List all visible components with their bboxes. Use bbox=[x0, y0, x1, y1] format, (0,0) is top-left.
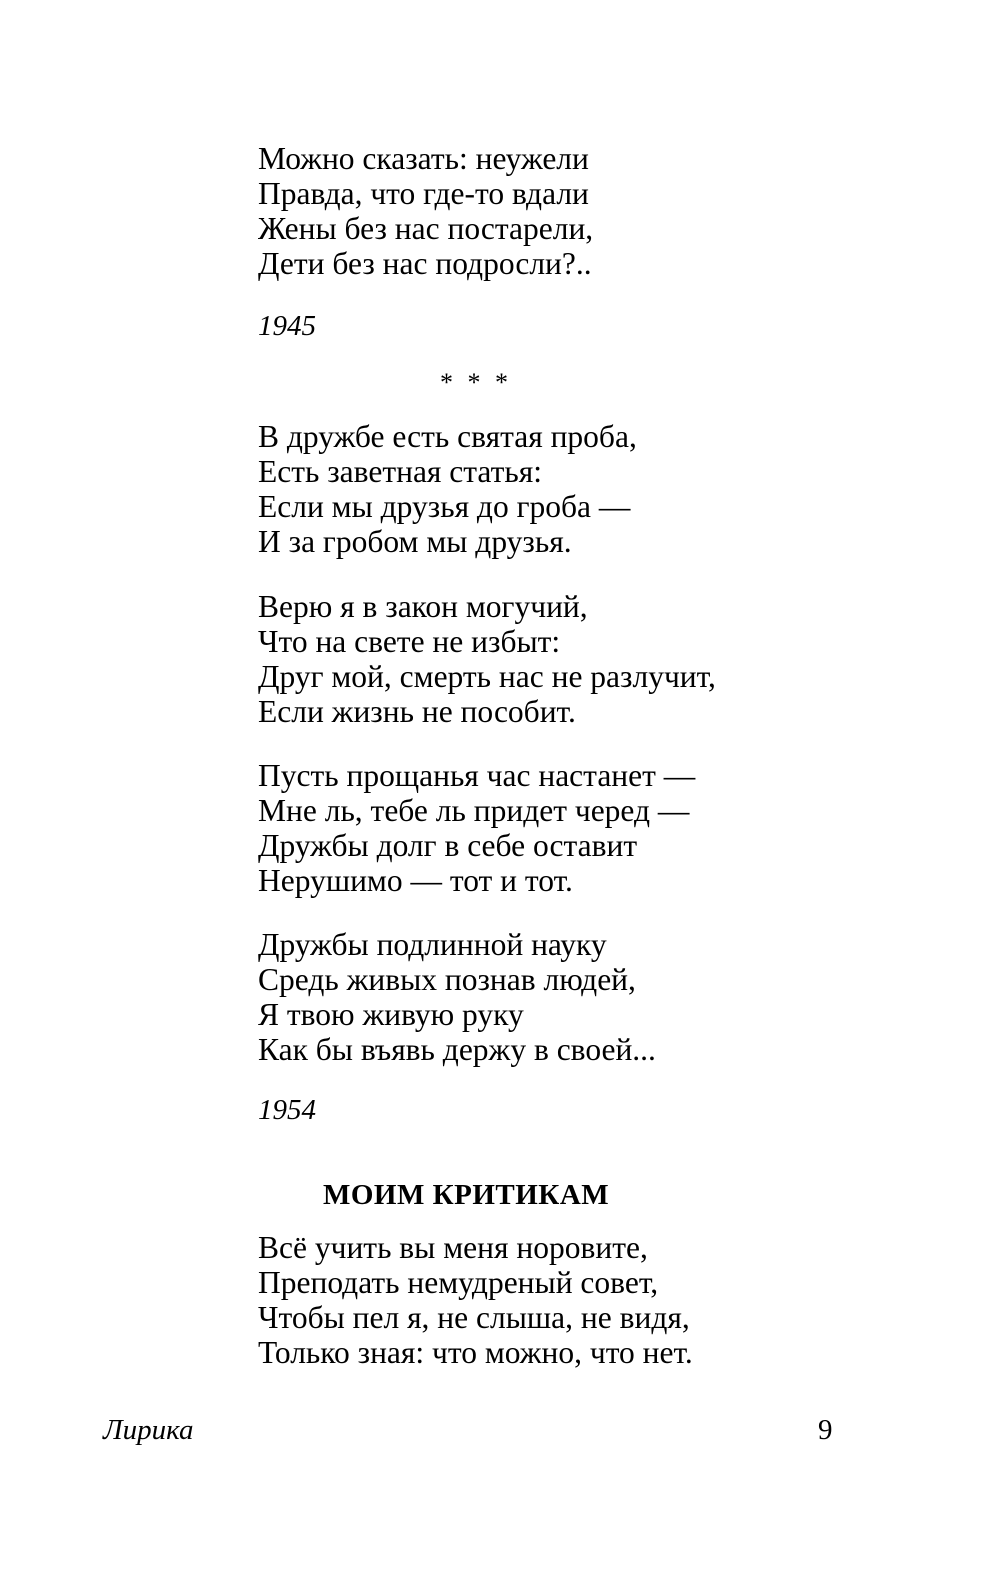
poem-title: МОИМ КРИТИКАМ bbox=[323, 1179, 610, 1211]
verse-line: Как бы въявь держу в своей... bbox=[258, 1032, 656, 1067]
verse-line: Дети без нас подросли?.. bbox=[258, 246, 592, 281]
running-footer-section: Лирика bbox=[103, 1414, 194, 1446]
page-number: 9 bbox=[818, 1414, 833, 1446]
verse-line: Средь живых познав людей, bbox=[258, 962, 636, 997]
stanza-1945 bbox=[258, 141, 878, 281]
verse-line: Есть заветная статья: bbox=[258, 454, 542, 489]
verse-line: Если жизнь не пособит. bbox=[258, 694, 576, 729]
verse-line: Всё учить вы меня норовите, bbox=[258, 1230, 648, 1265]
friendship-stanza-3 bbox=[258, 758, 878, 898]
verse-line: Пусть прощанья час настанет — bbox=[258, 758, 696, 793]
friendship-stanza-1 bbox=[258, 419, 878, 559]
year-1954: 1954 bbox=[258, 1094, 316, 1126]
verse-line: Мне ль, тебе ль придет черед — bbox=[258, 793, 690, 828]
verse-line: Преподать немудреный совет, bbox=[258, 1265, 659, 1300]
verse-line: Правда, что где-то вдали bbox=[258, 176, 589, 211]
friendship-stanza-4 bbox=[258, 927, 878, 1067]
verse-line: Нерушимо — тот и тот. bbox=[258, 863, 573, 898]
verse-line: Я твою живую руку bbox=[258, 997, 524, 1032]
year-1945: 1945 bbox=[258, 310, 316, 342]
verse-line: Жены без нас постарели, bbox=[258, 211, 594, 246]
verse-line: Можно сказать: неужели bbox=[258, 141, 589, 176]
verse-line: Дружбы долг в себе оставит bbox=[258, 828, 638, 863]
friendship-stanza-2 bbox=[258, 589, 878, 729]
verse-line: Только зная: что можно, что нет. bbox=[258, 1335, 693, 1370]
section-separator: * * * bbox=[440, 368, 512, 397]
verse-line: И за гробом мы друзья. bbox=[258, 524, 572, 559]
verse-line: Верю я в закон могучий, bbox=[258, 589, 588, 624]
verse-line: В дружбе есть святая проба, bbox=[258, 419, 637, 454]
verse-line: Если мы друзья до гроба — bbox=[258, 489, 631, 524]
verse-line: Чтобы пел я, не слыша, не видя, bbox=[258, 1300, 690, 1335]
verse-line: Друг мой, смерть нас не разлучит, bbox=[258, 659, 716, 694]
verse-line: Что на свете не избыт: bbox=[258, 624, 561, 659]
critics-stanza-1 bbox=[258, 1230, 878, 1370]
verse-line: Дружбы подлинной науку bbox=[258, 927, 607, 962]
